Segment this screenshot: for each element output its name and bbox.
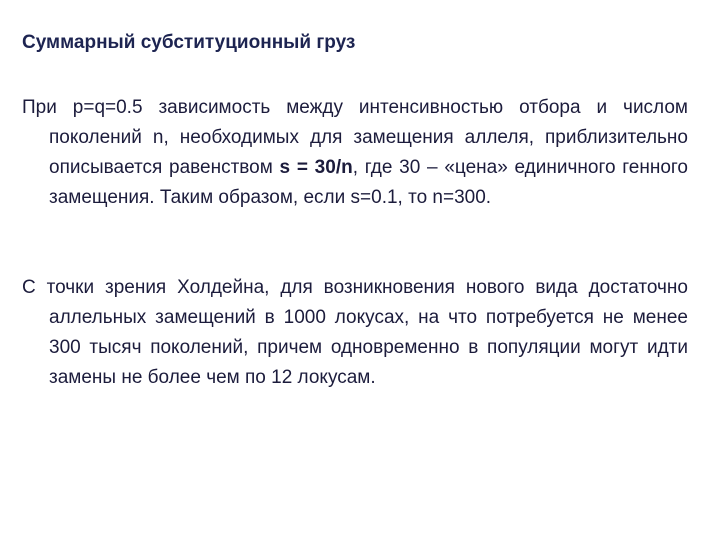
paragraph-text-before: При p=q=0.5 зависимость между интенсивностью отбора и числом поколений n, необходимых для замещения аллеля, приблизительно описывается равенством xyxy=(22,97,688,178)
paragraph-text-after: , где 30 – «цена» единичного генного замещения. Таким образом, если s=0.1, то n=300. xyxy=(49,157,688,208)
slide-title: Суммарный субституционный груз xyxy=(22,32,356,53)
paragraph-haldane: С точки зрения Холдейна, для возникновения нового вида достаточно аллельных замещений в 1000 локусах, на что потребуется не менее 300 тысяч поколений, причем одновременно в популяции могут идти замены не более чем по 12 локусам. xyxy=(22,277,688,388)
formula: s = 30/n xyxy=(279,157,353,178)
paragraph-formula xyxy=(22,93,688,213)
